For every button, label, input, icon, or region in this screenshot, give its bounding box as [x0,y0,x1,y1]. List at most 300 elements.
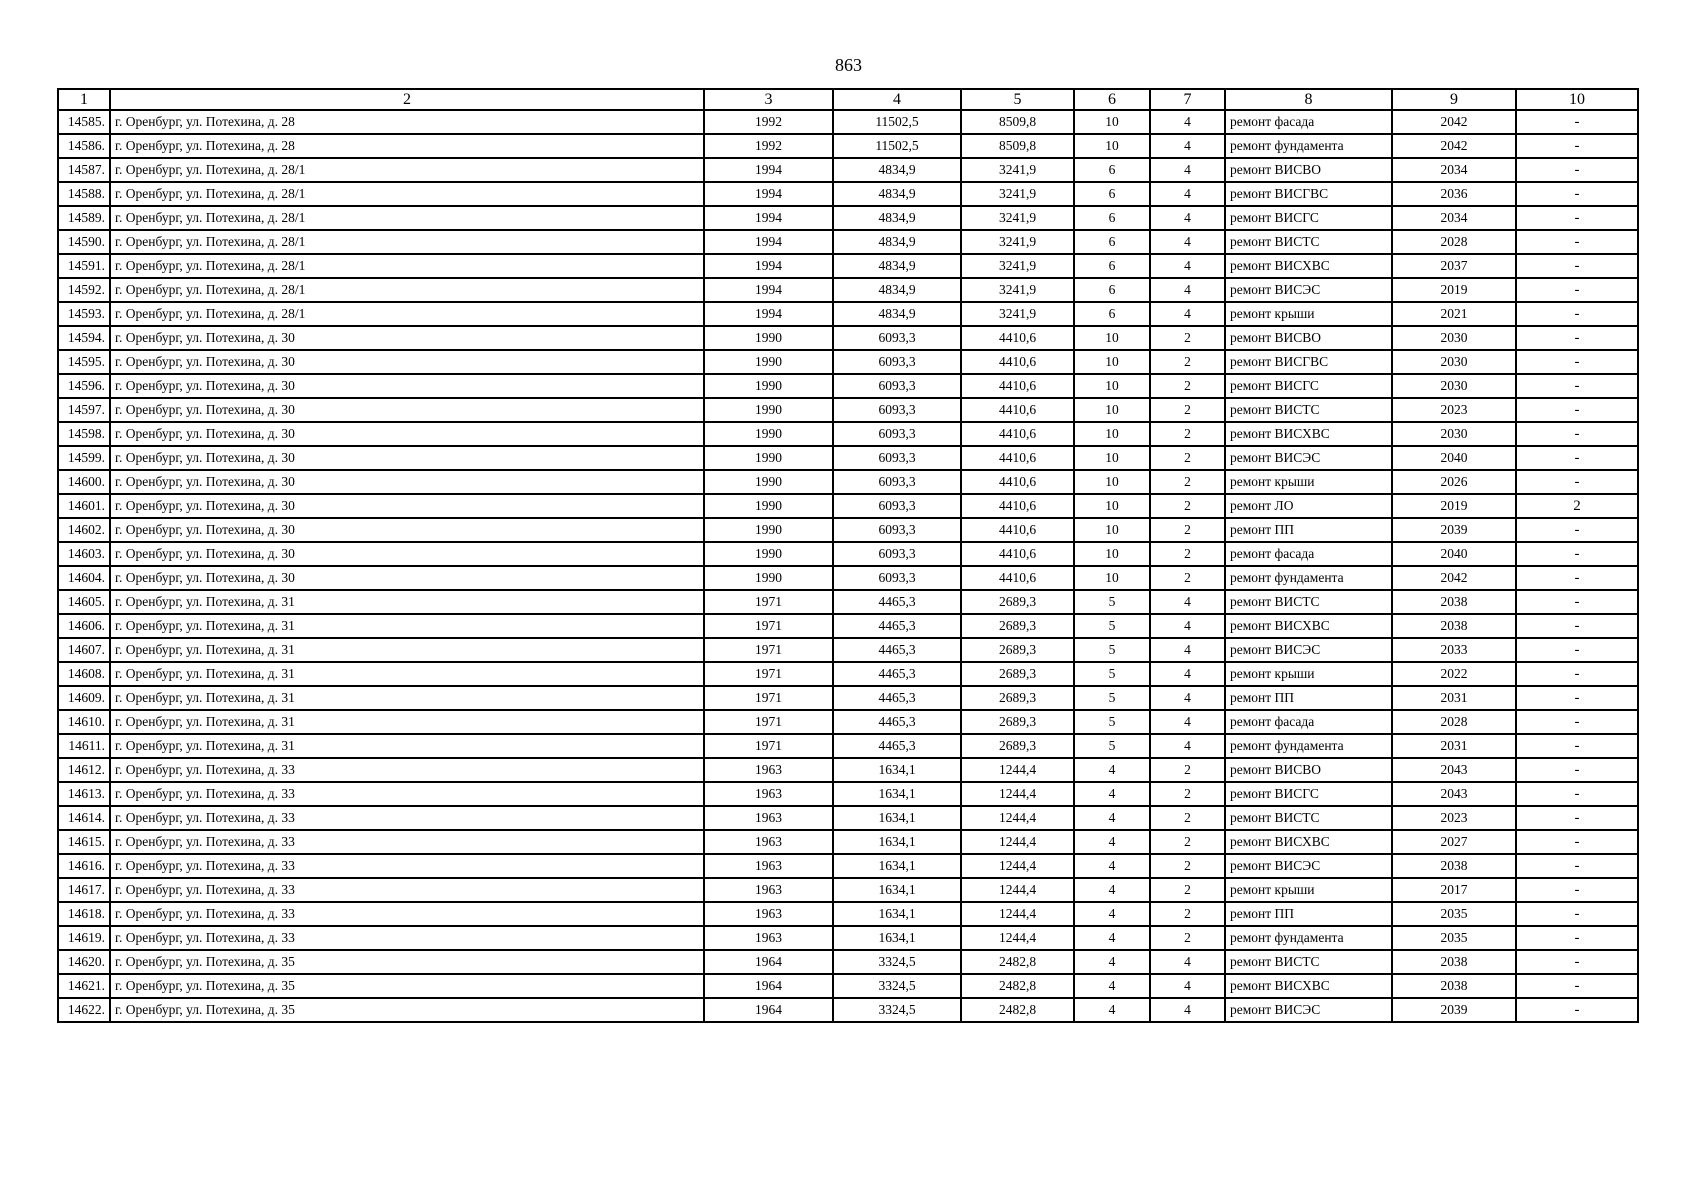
living-area-cell: 4410,6 [961,518,1074,542]
living-area-cell: 8509,8 [961,110,1074,134]
construction-year-cell: 1964 [704,974,833,998]
planned-year-cell: 2038 [1392,590,1516,614]
planned-year-cell: 2038 [1392,974,1516,998]
total-area-cell: 4834,9 [833,158,961,182]
planned-year-cell: 2023 [1392,398,1516,422]
floors-cell: 5 [1074,614,1150,638]
note-cell: - [1516,830,1638,854]
planned-year-cell: 2038 [1392,950,1516,974]
work-type-cell: ремонт ВИСЭС [1225,638,1392,662]
planned-year-cell: 2038 [1392,854,1516,878]
work-type-cell: ремонт ВИСХВС [1225,614,1392,638]
floors-cell: 10 [1074,398,1150,422]
table-header-row [58,89,1638,110]
total-area-cell: 4465,3 [833,734,961,758]
floors-cell: 4 [1074,998,1150,1022]
address-cell: г. Оренбург, ул. Потехина, д. 28/1 [110,182,704,206]
note-cell: - [1516,854,1638,878]
total-area-cell: 6093,3 [833,542,961,566]
note-cell: - [1516,902,1638,926]
note-cell: - [1516,782,1638,806]
floors-cell: 5 [1074,710,1150,734]
total-area-cell: 1634,1 [833,758,961,782]
total-area-cell: 4465,3 [833,590,961,614]
floors-cell: 5 [1074,734,1150,758]
floors-cell: 4 [1074,974,1150,998]
entrances-cell: 4 [1150,686,1225,710]
construction-year-cell: 1992 [704,110,833,134]
note-cell: - [1516,998,1638,1022]
floors-cell: 10 [1074,422,1150,446]
row-number-cell: 14590. [58,230,110,254]
address-cell: г. Оренбург, ул. Потехина, д. 30 [110,398,704,422]
work-type-cell: ремонт ВИСХВС [1225,254,1392,278]
work-type-cell: ремонт фундамента [1225,566,1392,590]
construction-year-cell: 1971 [704,734,833,758]
table-row [58,590,1638,614]
entrances-cell: 4 [1150,110,1225,134]
construction-year-cell: 1963 [704,926,833,950]
construction-year-cell: 1971 [704,710,833,734]
total-area-cell: 1634,1 [833,854,961,878]
note-cell: - [1516,446,1638,470]
living-area-cell: 4410,6 [961,398,1074,422]
address-cell: г. Оренбург, ул. Потехина, д. 33 [110,806,704,830]
floors-cell: 5 [1074,662,1150,686]
note-cell: - [1516,542,1638,566]
table-body [58,110,1638,1022]
floors-cell: 4 [1074,902,1150,926]
living-area-cell: 2689,3 [961,638,1074,662]
floors-cell: 4 [1074,758,1150,782]
living-area-cell: 4410,6 [961,374,1074,398]
floors-cell: 4 [1074,854,1150,878]
address-cell: г. Оренбург, ул. Потехина, д. 31 [110,638,704,662]
living-area-cell: 4410,6 [961,542,1074,566]
entrances-cell: 4 [1150,734,1225,758]
total-area-cell: 6093,3 [833,470,961,494]
living-area-cell: 4410,6 [961,470,1074,494]
planned-year-cell: 2042 [1392,134,1516,158]
table-row [58,374,1638,398]
address-cell: г. Оренбург, ул. Потехина, д. 33 [110,782,704,806]
note-cell: - [1516,806,1638,830]
total-area-cell: 4834,9 [833,254,961,278]
table-row [58,926,1638,950]
entrances-cell: 4 [1150,278,1225,302]
address-cell: г. Оренбург, ул. Потехина, д. 30 [110,374,704,398]
living-area-cell: 3241,9 [961,182,1074,206]
construction-year-cell: 1963 [704,806,833,830]
work-type-cell: ремонт фасада [1225,110,1392,134]
floors-cell: 10 [1074,134,1150,158]
living-area-cell: 2689,3 [961,734,1074,758]
total-area-cell: 1634,1 [833,782,961,806]
entrances-cell: 2 [1150,518,1225,542]
work-type-cell: ремонт ВИСВО [1225,326,1392,350]
note-cell: - [1516,710,1638,734]
work-type-cell: ремонт ВИСВО [1225,758,1392,782]
construction-year-cell: 1990 [704,398,833,422]
construction-year-cell: 1990 [704,566,833,590]
total-area-cell: 1634,1 [833,902,961,926]
total-area-cell: 11502,5 [833,110,961,134]
address-cell: г. Оренбург, ул. Потехина, д. 28/1 [110,230,704,254]
table-row [58,686,1638,710]
row-number-cell: 14591. [58,254,110,278]
total-area-cell: 3324,5 [833,974,961,998]
row-number-cell: 14592. [58,278,110,302]
note-cell: - [1516,326,1638,350]
entrances-cell: 2 [1150,854,1225,878]
total-area-cell: 1634,1 [833,878,961,902]
planned-year-cell: 2023 [1392,806,1516,830]
entrances-cell: 4 [1150,158,1225,182]
entrances-cell: 4 [1150,950,1225,974]
work-type-cell: ремонт ВИСГС [1225,782,1392,806]
entrances-cell: 2 [1150,494,1225,518]
total-area-cell: 6093,3 [833,566,961,590]
construction-year-cell: 1963 [704,758,833,782]
note-cell: - [1516,590,1638,614]
construction-year-cell: 1990 [704,470,833,494]
entrances-cell: 4 [1150,206,1225,230]
row-number-cell: 14595. [58,350,110,374]
address-cell: г. Оренбург, ул. Потехина, д. 28 [110,110,704,134]
floors-cell: 10 [1074,542,1150,566]
work-type-cell: ремонт ВИСЭС [1225,998,1392,1022]
construction-year-cell: 1994 [704,230,833,254]
address-cell: г. Оренбург, ул. Потехина, д. 28 [110,134,704,158]
construction-year-cell: 1994 [704,158,833,182]
table-row [58,734,1638,758]
address-cell: г. Оренбург, ул. Потехина, д. 28/1 [110,302,704,326]
note-cell: - [1516,398,1638,422]
row-number-cell: 14605. [58,590,110,614]
row-number-cell: 14620. [58,950,110,974]
work-type-cell: ремонт крыши [1225,878,1392,902]
page-number: 863 [835,55,862,75]
work-type-cell: ремонт ВИСТС [1225,398,1392,422]
planned-year-cell: 2030 [1392,422,1516,446]
address-cell: г. Оренбург, ул. Потехина, д. 28/1 [110,206,704,230]
row-number-cell: 14601. [58,494,110,518]
living-area-cell: 1244,4 [961,806,1074,830]
work-type-cell: ремонт ВИСВО [1225,158,1392,182]
planned-year-cell: 2030 [1392,326,1516,350]
work-type-cell: ремонт ВИСТС [1225,806,1392,830]
note-cell: - [1516,662,1638,686]
planned-year-cell: 2039 [1392,998,1516,1022]
living-area-cell: 1244,4 [961,878,1074,902]
entrances-cell: 2 [1150,326,1225,350]
note-cell: - [1516,686,1638,710]
column-header: 9 [1392,89,1516,110]
work-type-cell: ремонт крыши [1225,662,1392,686]
planned-year-cell: 2019 [1392,278,1516,302]
floors-cell: 6 [1074,182,1150,206]
address-cell: г. Оренбург, ул. Потехина, д. 35 [110,998,704,1022]
row-number-cell: 14622. [58,998,110,1022]
planned-year-cell: 2019 [1392,494,1516,518]
work-type-cell: ремонт ВИСГВС [1225,182,1392,206]
address-cell: г. Оренбург, ул. Потехина, д. 33 [110,926,704,950]
table-row [58,158,1638,182]
row-number-cell: 14585. [58,110,110,134]
floors-cell: 4 [1074,878,1150,902]
work-type-cell: ремонт ПП [1225,518,1392,542]
planned-year-cell: 2028 [1392,710,1516,734]
living-area-cell: 1244,4 [961,782,1074,806]
repair-schedule-table [57,88,1639,1023]
planned-year-cell: 2033 [1392,638,1516,662]
planned-year-cell: 2021 [1392,302,1516,326]
address-cell: г. Оренбург, ул. Потехина, д. 30 [110,470,704,494]
living-area-cell: 2689,3 [961,614,1074,638]
entrances-cell: 2 [1150,758,1225,782]
table-row [58,566,1638,590]
entrances-cell: 4 [1150,134,1225,158]
address-cell: г. Оренбург, ул. Потехина, д. 30 [110,542,704,566]
floors-cell: 6 [1074,302,1150,326]
row-number-cell: 14611. [58,734,110,758]
table-row [58,398,1638,422]
total-area-cell: 4465,3 [833,686,961,710]
floors-cell: 6 [1074,230,1150,254]
row-number-cell: 14612. [58,758,110,782]
note-cell: - [1516,878,1638,902]
work-type-cell: ремонт фундамента [1225,926,1392,950]
living-area-cell: 3241,9 [961,230,1074,254]
living-area-cell: 2482,8 [961,998,1074,1022]
table-row [58,854,1638,878]
note-cell: 2 [1516,494,1638,518]
construction-year-cell: 1990 [704,518,833,542]
table-row [58,254,1638,278]
note-cell: - [1516,518,1638,542]
construction-year-cell: 1963 [704,830,833,854]
entrances-cell: 2 [1150,878,1225,902]
table-row [58,998,1638,1022]
floors-cell: 10 [1074,374,1150,398]
row-number-cell: 14609. [58,686,110,710]
work-type-cell: ремонт ВИСХВС [1225,422,1392,446]
address-cell: г. Оренбург, ул. Потехина, д. 28/1 [110,254,704,278]
total-area-cell: 6093,3 [833,398,961,422]
row-number-cell: 14606. [58,614,110,638]
construction-year-cell: 1990 [704,350,833,374]
living-area-cell: 3241,9 [961,278,1074,302]
total-area-cell: 4834,9 [833,230,961,254]
entrances-cell: 2 [1150,806,1225,830]
table-row [58,422,1638,446]
note-cell: - [1516,926,1638,950]
floors-cell: 4 [1074,806,1150,830]
floors-cell: 10 [1074,110,1150,134]
living-area-cell: 2482,8 [961,950,1074,974]
planned-year-cell: 2040 [1392,542,1516,566]
row-number-cell: 14600. [58,470,110,494]
floors-cell: 4 [1074,950,1150,974]
address-cell: г. Оренбург, ул. Потехина, д. 30 [110,326,704,350]
entrances-cell: 2 [1150,398,1225,422]
row-number-cell: 14619. [58,926,110,950]
planned-year-cell: 2026 [1392,470,1516,494]
row-number-cell: 14616. [58,854,110,878]
row-number-cell: 14604. [58,566,110,590]
note-cell: - [1516,254,1638,278]
work-type-cell: ремонт ВИСГС [1225,206,1392,230]
floors-cell: 4 [1074,926,1150,950]
construction-year-cell: 1990 [704,494,833,518]
total-area-cell: 3324,5 [833,998,961,1022]
entrances-cell: 2 [1150,422,1225,446]
table-row [58,782,1638,806]
planned-year-cell: 2039 [1392,518,1516,542]
construction-year-cell: 1964 [704,950,833,974]
entrances-cell: 2 [1150,782,1225,806]
living-area-cell: 1244,4 [961,854,1074,878]
address-cell: г. Оренбург, ул. Потехина, д. 33 [110,830,704,854]
construction-year-cell: 1994 [704,206,833,230]
address-cell: г. Оренбург, ул. Потехина, д. 35 [110,950,704,974]
address-cell: г. Оренбург, ул. Потехина, д. 28/1 [110,278,704,302]
row-number-cell: 14589. [58,206,110,230]
construction-year-cell: 1971 [704,614,833,638]
address-cell: г. Оренбург, ул. Потехина, д. 33 [110,902,704,926]
floors-cell: 10 [1074,350,1150,374]
construction-year-cell: 1992 [704,134,833,158]
work-type-cell: ремонт ПП [1225,902,1392,926]
total-area-cell: 6093,3 [833,446,961,470]
floors-cell: 5 [1074,590,1150,614]
table-row [58,134,1638,158]
living-area-cell: 3241,9 [961,158,1074,182]
table-row [58,206,1638,230]
table-row [58,302,1638,326]
address-cell: г. Оренбург, ул. Потехина, д. 33 [110,758,704,782]
floors-cell: 6 [1074,158,1150,182]
planned-year-cell: 2036 [1392,182,1516,206]
living-area-cell: 4410,6 [961,326,1074,350]
construction-year-cell: 1994 [704,254,833,278]
construction-year-cell: 1971 [704,638,833,662]
entrances-cell: 2 [1150,926,1225,950]
work-type-cell: ремонт ВИСЭС [1225,446,1392,470]
planned-year-cell: 2034 [1392,158,1516,182]
planned-year-cell: 2031 [1392,734,1516,758]
floors-cell: 6 [1074,254,1150,278]
column-header: 10 [1516,89,1638,110]
table-row [58,878,1638,902]
total-area-cell: 1634,1 [833,830,961,854]
entrances-cell: 4 [1150,230,1225,254]
planned-year-cell: 2035 [1392,902,1516,926]
table-row [58,974,1638,998]
row-number-cell: 14596. [58,374,110,398]
total-area-cell: 4834,9 [833,206,961,230]
total-area-cell: 1634,1 [833,806,961,830]
total-area-cell: 1634,1 [833,926,961,950]
work-type-cell: ремонт ВИСТС [1225,590,1392,614]
table-row [58,758,1638,782]
table-row [58,518,1638,542]
total-area-cell: 11502,5 [833,134,961,158]
row-number-cell: 14599. [58,446,110,470]
table-row [58,830,1638,854]
entrances-cell: 2 [1150,374,1225,398]
address-cell: г. Оренбург, ул. Потехина, д. 31 [110,662,704,686]
note-cell: - [1516,350,1638,374]
planned-year-cell: 2040 [1392,446,1516,470]
table-row [58,806,1638,830]
address-cell: г. Оренбург, ул. Потехина, д. 31 [110,614,704,638]
total-area-cell: 4834,9 [833,278,961,302]
note-cell: - [1516,638,1638,662]
entrances-cell: 4 [1150,614,1225,638]
work-type-cell: ремонт крыши [1225,470,1392,494]
work-type-cell: ремонт ВИСЭС [1225,278,1392,302]
total-area-cell: 4465,3 [833,710,961,734]
address-cell: г. Оренбург, ул. Потехина, д. 28/1 [110,158,704,182]
work-type-cell: ремонт ВИСХВС [1225,974,1392,998]
construction-year-cell: 1994 [704,182,833,206]
column-header: 7 [1150,89,1225,110]
table-row [58,326,1638,350]
living-area-cell: 1244,4 [961,926,1074,950]
table-row [58,350,1638,374]
row-number-cell: 14594. [58,326,110,350]
address-cell: г. Оренбург, ул. Потехина, д. 31 [110,734,704,758]
construction-year-cell: 1971 [704,662,833,686]
planned-year-cell: 2038 [1392,614,1516,638]
row-number-cell: 14618. [58,902,110,926]
construction-year-cell: 1994 [704,302,833,326]
row-number-cell: 14614. [58,806,110,830]
entrances-cell: 4 [1150,638,1225,662]
planned-year-cell: 2043 [1392,758,1516,782]
row-number-cell: 14598. [58,422,110,446]
note-cell: - [1516,134,1638,158]
column-header: 2 [110,89,704,110]
column-header: 5 [961,89,1074,110]
note-cell: - [1516,422,1638,446]
total-area-cell: 4834,9 [833,302,961,326]
table-row [58,110,1638,134]
entrances-cell: 2 [1150,350,1225,374]
total-area-cell: 6093,3 [833,350,961,374]
floors-cell: 6 [1074,206,1150,230]
planned-year-cell: 2042 [1392,110,1516,134]
construction-year-cell: 1963 [704,902,833,926]
planned-year-cell: 2030 [1392,350,1516,374]
floors-cell: 10 [1074,326,1150,350]
entrances-cell: 4 [1150,590,1225,614]
note-cell: - [1516,158,1638,182]
work-type-cell: ремонт ВИСТС [1225,950,1392,974]
living-area-cell: 8509,8 [961,134,1074,158]
address-cell: г. Оренбург, ул. Потехина, д. 30 [110,566,704,590]
total-area-cell: 6093,3 [833,494,961,518]
work-type-cell: ремонт ВИСХВС [1225,830,1392,854]
work-type-cell: ремонт ВИСТС [1225,230,1392,254]
table-row [58,278,1638,302]
entrances-cell: 2 [1150,446,1225,470]
address-cell: г. Оренбург, ул. Потехина, д. 30 [110,446,704,470]
work-type-cell: ремонт фасада [1225,542,1392,566]
construction-year-cell: 1963 [704,854,833,878]
planned-year-cell: 2031 [1392,686,1516,710]
